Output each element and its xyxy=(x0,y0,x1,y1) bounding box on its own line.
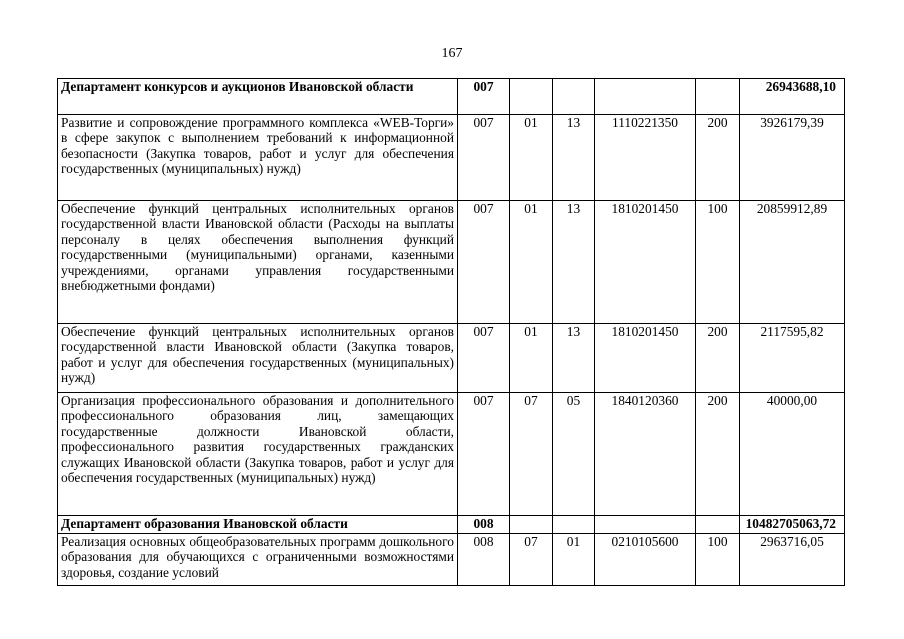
row-ministry-code: 007 xyxy=(458,115,510,201)
row-target-code: 1840120360 xyxy=(595,393,696,516)
row-expense-type-code xyxy=(696,516,740,534)
row-amount: 3926179,39 xyxy=(740,115,845,201)
table-row xyxy=(58,115,845,201)
budget-table xyxy=(57,78,845,586)
table-row xyxy=(58,324,845,393)
table-row xyxy=(58,534,845,586)
row-amount: 2117595,82 xyxy=(740,324,845,393)
row-ministry-code: 007 xyxy=(458,201,510,324)
row-amount: 26943688,10 xyxy=(740,79,845,115)
row-expense-type-code: 100 xyxy=(696,534,740,586)
row-subsection-code: 13 xyxy=(553,201,595,324)
row-subsection-code xyxy=(553,79,595,115)
row-amount: 10482705063,72 xyxy=(740,516,845,534)
row-expense-type-code: 200 xyxy=(696,393,740,516)
row-name: Развитие и сопровождение программного комплекса «WEB-Торги» в сфере закупок с выполнением требований к информационной безопасности (Закупка товаров, работ и услуг для обеспечения государственных (муниципальных) нужд) xyxy=(58,115,458,201)
row-expense-type-code: 200 xyxy=(696,324,740,393)
row-target-code: 1110221350 xyxy=(595,115,696,201)
row-name: Организация профессионального образования и дополнительного профессионального образования лиц, замещающих государственные должности Ивановской области, профессионального развития государственных гражданских служащих Ивановской области (Закупка товаров, работ и услуг для обеспечения государственных (муниципальных) нужд) xyxy=(58,393,458,516)
row-target-code xyxy=(595,516,696,534)
row-subsection-code: 01 xyxy=(553,534,595,586)
table-row xyxy=(58,201,845,324)
row-target-code: 1810201450 xyxy=(595,324,696,393)
row-ministry-code: 008 xyxy=(458,534,510,586)
row-section-code: 07 xyxy=(510,393,553,516)
row-section-code: 01 xyxy=(510,201,553,324)
row-name: Департамент конкурсов и аукционов Ивановской области xyxy=(58,79,458,115)
row-subsection-code: 13 xyxy=(553,324,595,393)
table-row xyxy=(58,393,845,516)
row-section-code: 01 xyxy=(510,115,553,201)
table-row xyxy=(58,516,845,534)
row-target-code: 1810201450 xyxy=(595,201,696,324)
row-ministry-code: 007 xyxy=(458,393,510,516)
row-name: Обеспечение функций центральных исполнительных органов государственной власти Ивановской области (Закупка товаров, работ и услуг для обеспечения государственных (муниципальных) нужд) xyxy=(58,324,458,393)
row-ministry-code: 007 xyxy=(458,79,510,115)
row-name: Реализация основных общеобразовательных программ дошкольного образования для обучающихся с ограниченными возможностями здоровья, создание условий xyxy=(58,534,458,586)
row-section-code xyxy=(510,516,553,534)
row-target-code xyxy=(595,79,696,115)
row-target-code: 0210105600 xyxy=(595,534,696,586)
row-section-code: 01 xyxy=(510,324,553,393)
row-expense-type-code xyxy=(696,79,740,115)
row-section-code xyxy=(510,79,553,115)
page-number: 167 xyxy=(441,46,463,61)
row-expense-type-code: 200 xyxy=(696,115,740,201)
row-subsection-code: 05 xyxy=(553,393,595,516)
row-amount: 40000,00 xyxy=(740,393,845,516)
table-row xyxy=(58,79,845,115)
row-ministry-code: 008 xyxy=(458,516,510,534)
row-amount: 20859912,89 xyxy=(740,201,845,324)
row-expense-type-code: 100 xyxy=(696,201,740,324)
row-subsection-code: 13 xyxy=(553,115,595,201)
row-name: Департамент образования Ивановской области xyxy=(58,516,458,534)
row-amount: 2963716,05 xyxy=(740,534,845,586)
row-name: Обеспечение функций центральных исполнительных органов государственной власти Ивановской области (Расходы на выплаты персоналу в целях обеспечения выполнения функций государственными (муниципальными) органами, казенными учреждениями, органами управления государственными внебюджетными фондами) xyxy=(58,201,458,324)
row-section-code: 07 xyxy=(510,534,553,586)
row-ministry-code: 007 xyxy=(458,324,510,393)
row-subsection-code xyxy=(553,516,595,534)
